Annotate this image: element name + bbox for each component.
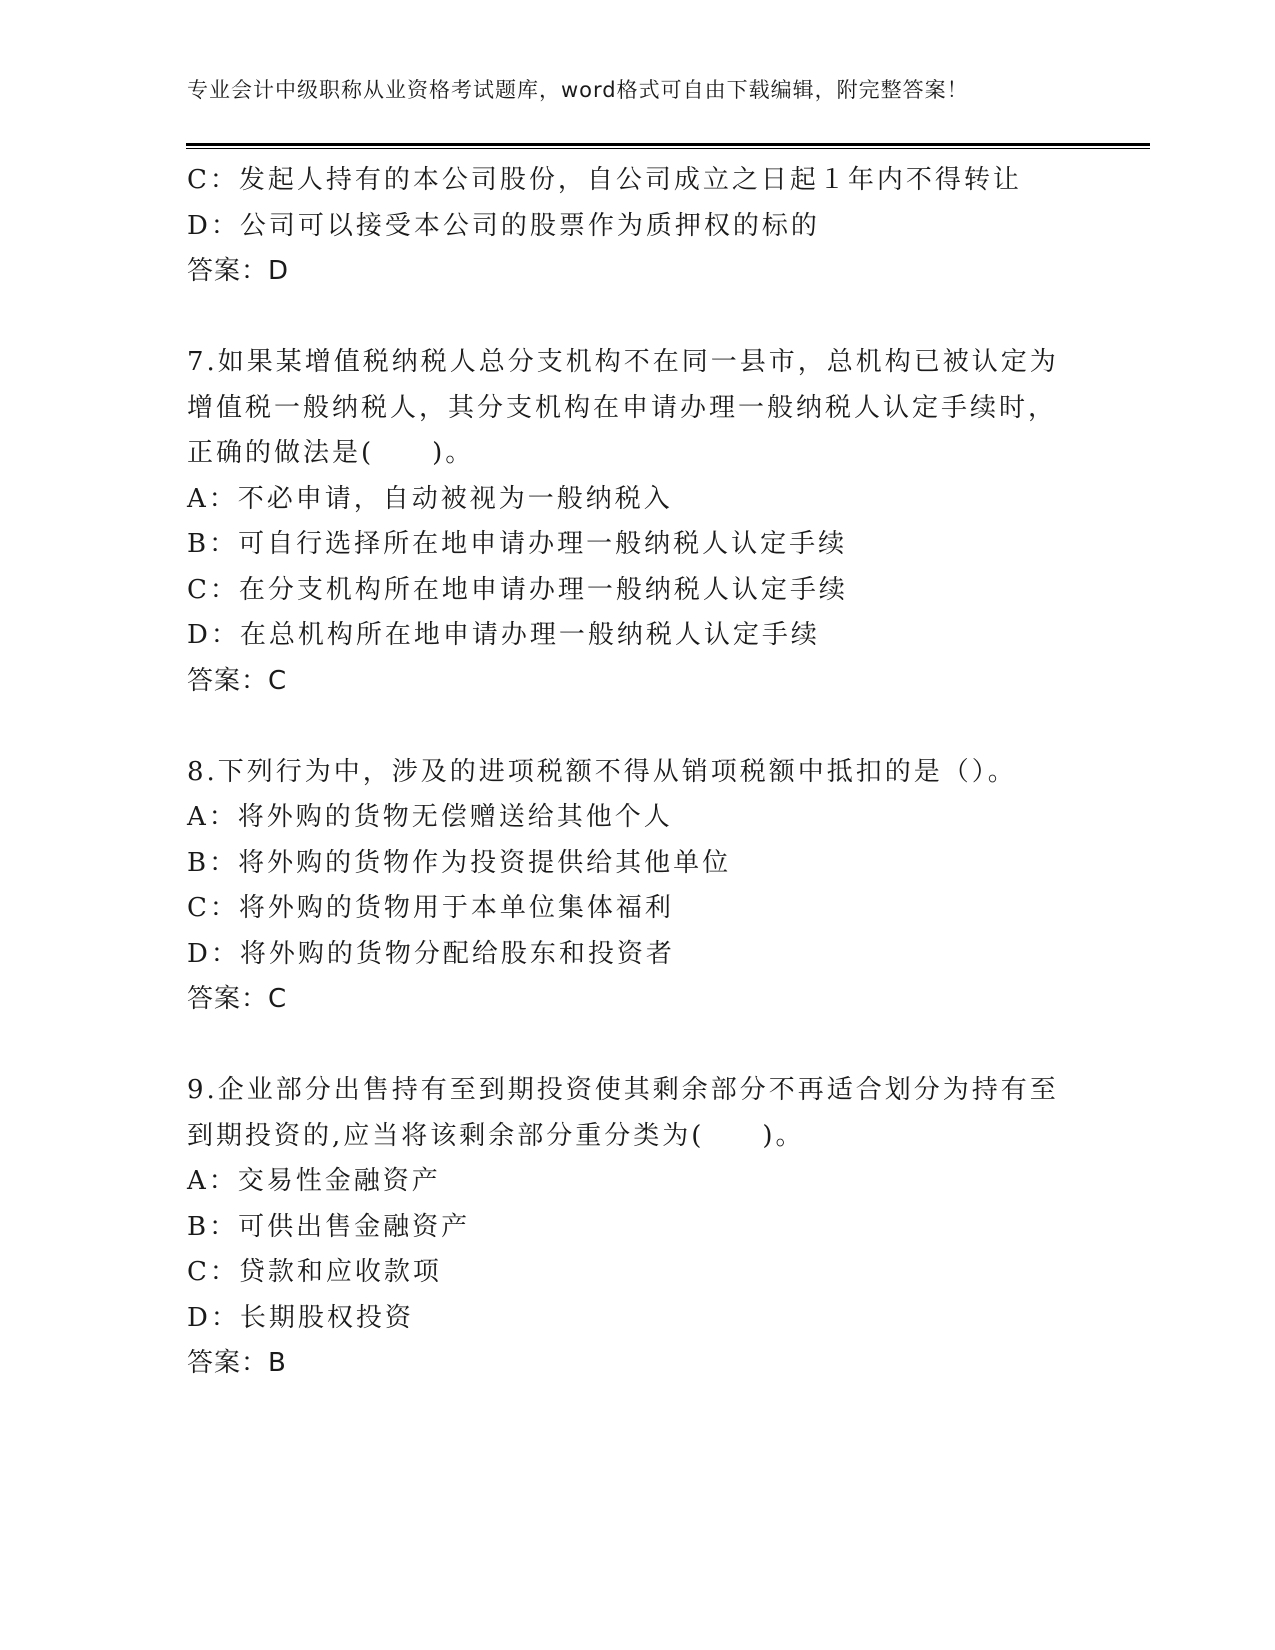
page-header: 专业会计中级职称从业资格考试题库，word格式可自由下载编辑，附完整答案！: [187, 78, 969, 102]
answer-line: 答案：B: [187, 1348, 287, 1378]
option-b: B：可自行选择所在地申请办理一般纳税人认定手续: [187, 529, 848, 559]
question-7: [187, 340, 1147, 704]
question-content: [187, 158, 1147, 1387]
option-d: D：将外购的货物分配给股东和投资者: [187, 938, 675, 969]
question-9: [187, 1068, 1147, 1387]
option-c: C：贷款和应收款项: [187, 1257, 442, 1287]
option-d: D：在总机构所在地申请办理一般纳税人认定手续: [187, 620, 820, 650]
question-stem-line: 8.下列行为中，涉及的进项税额不得从销项税额中抵扣的是（）。: [187, 756, 1017, 787]
option-d: D：长期股权投资: [187, 1302, 414, 1333]
question-stem-line: 7.如果某增值税纳税人总分支机构不在同一县市，总机构已被认定为: [187, 347, 1059, 377]
question-stem-line: 到期投资的,应当将该剩余部分重分类为( )。: [187, 1120, 805, 1151]
header-divider: [186, 143, 1150, 149]
option-b: B：可供出售金融资产: [187, 1211, 471, 1242]
option-a: A：将外购的货物无偿赠送给其他个人: [187, 802, 673, 832]
option-a: A：不必申请，自动被视为一般纳税入: [187, 483, 673, 514]
option-c: C：将外购的货物用于本单位集体福利: [187, 893, 674, 923]
spacer: [187, 704, 1147, 750]
question-8: [187, 750, 1147, 1023]
answer-line: 答案：C: [187, 665, 288, 696]
spacer: [187, 295, 1147, 341]
option-b: B：将外购的货物作为投资提供给其他单位: [187, 847, 732, 878]
question-stem-line: 正确的做法是( )。: [187, 438, 475, 468]
question-stem-line: 9.企业部分出售持有至到期投资使其剩余部分不再适合划分为持有至: [187, 1075, 1059, 1105]
option-d: D：公司可以接受本公司的股票作为质押权的标的: [187, 210, 820, 241]
answer-line: 答案：D: [187, 256, 290, 286]
answer-line: 答案：C: [187, 984, 288, 1014]
option-c: C：在分支机构所在地申请办理一般纳税人认定手续: [187, 574, 848, 605]
option-c: C：发起人持有的本公司股份，自公司成立之日起１年内不得转让: [187, 165, 1022, 195]
option-a: A：交易性金融资产: [187, 1166, 441, 1196]
spacer: [187, 1023, 1147, 1069]
question-stem-line: 增值税一般纳税人，其分支机构在申请办理一般纳税人认定手续时，: [187, 392, 1058, 423]
